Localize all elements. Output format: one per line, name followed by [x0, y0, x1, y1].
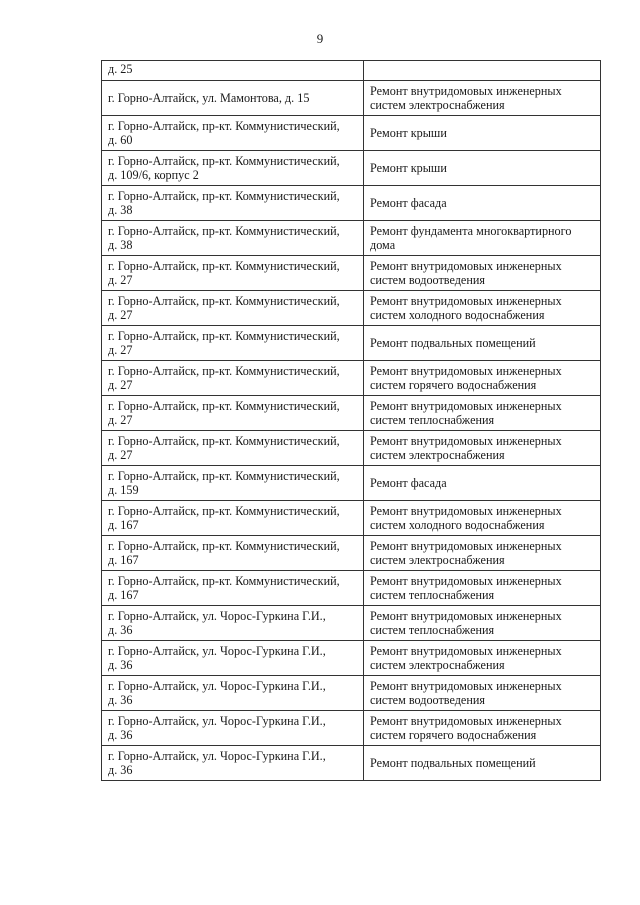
address-line: д. 60 [108, 133, 133, 147]
work-line: систем холодного водоснабжения [370, 518, 545, 532]
work-cell [364, 466, 601, 501]
address-cell [102, 256, 364, 291]
address-cell [102, 361, 364, 396]
address-line: г. Горно-Алтайск, пр-кт. Коммунистический, [108, 188, 340, 203]
work-cell [364, 361, 601, 396]
address-cell [102, 676, 364, 711]
address-line: д. 36 [108, 763, 133, 777]
work-line: Ремонт внутридомовых инженерных [370, 713, 562, 728]
table-row [102, 676, 601, 711]
address-cell [102, 431, 364, 466]
work-line: систем электроснабжения [370, 98, 505, 112]
work-cell [364, 81, 601, 116]
address-line: г. Горно-Алтайск, пр-кт. Коммунистический, [108, 293, 340, 308]
work-line: дома [370, 238, 396, 252]
address-line: г. Горно-Алтайск, ул. Чорос-Гуркина Г.И., [108, 713, 326, 728]
address-line: г. Горно-Алтайск, пр-кт. Коммунистический, [108, 538, 340, 553]
repair-works-table [101, 60, 601, 781]
work-line: систем электроснабжения [370, 658, 505, 672]
work-line: Ремонт внутридомовых инженерных [370, 608, 562, 623]
address-line: г. Горно-Алтайск, ул. Чорос-Гуркина Г.И., [108, 608, 326, 623]
table-row [102, 501, 601, 536]
address-line: г. Горно-Алтайск, пр-кт. Коммунистический, [108, 433, 340, 448]
address-line: д. 36 [108, 658, 133, 672]
work-line: Ремонт внутридомовых инженерных [370, 503, 562, 518]
address-cell [102, 641, 364, 676]
address-line: д. 27 [108, 378, 133, 392]
address-cell [102, 116, 364, 151]
work-line: Ремонт внутридомовых инженерных [370, 678, 562, 693]
table-row [102, 221, 601, 256]
work-line: Ремонт внутридомовых инженерных [370, 643, 562, 658]
table-row [102, 81, 601, 116]
address-line: г. Горно-Алтайск, ул. Мамонтова, д. 15 [108, 90, 310, 105]
work-cell [364, 221, 601, 256]
work-cell [364, 536, 601, 571]
work-cell [364, 676, 601, 711]
address-line: г. Горно-Алтайск, пр-кт. Коммунистический, [108, 153, 340, 168]
address-cell [102, 606, 364, 641]
work-line: систем теплоснабжения [370, 623, 495, 637]
address-line: г. Горно-Алтайск, пр-кт. Коммунистический, [108, 573, 340, 588]
work-line: Ремонт внутридомовых инженерных [370, 398, 562, 413]
work-line: Ремонт крыши [370, 125, 447, 140]
work-line: систем горячего водоснабжения [370, 378, 537, 392]
address-line: г. Горно-Алтайск, пр-кт. Коммунистический, [108, 223, 340, 238]
address-cell [102, 501, 364, 536]
address-line: г. Горно-Алтайск, пр-кт. Коммунистический, [108, 328, 340, 343]
work-cell [364, 431, 601, 466]
address-line: д. 36 [108, 693, 133, 707]
work-line: Ремонт внутридомовых инженерных [370, 83, 562, 98]
work-line: систем водоотведения [370, 273, 485, 287]
work-line: Ремонт внутридомовых инженерных [370, 538, 562, 553]
work-cell [364, 711, 601, 746]
table-row [102, 641, 601, 676]
work-line: Ремонт подвальных помещений [370, 335, 536, 350]
table-row [102, 466, 601, 501]
work-cell [364, 116, 601, 151]
table-row [102, 116, 601, 151]
address-line: д. 167 [108, 553, 139, 567]
address-line: д. 38 [108, 203, 133, 217]
address-cell [102, 466, 364, 501]
address-line: г. Горно-Алтайск, пр-кт. Коммунистический, [108, 398, 340, 413]
address-line: д. 27 [108, 448, 133, 462]
table-row [102, 61, 601, 81]
table-row [102, 396, 601, 431]
work-line: систем электроснабжения [370, 448, 505, 462]
work-line: систем теплоснабжения [370, 588, 495, 602]
address-cell [102, 571, 364, 606]
address-cell [102, 291, 364, 326]
address-line: г. Горно-Алтайск, ул. Чорос-Гуркина Г.И., [108, 678, 326, 693]
table-row [102, 256, 601, 291]
work-cell [364, 396, 601, 431]
work-line: систем теплоснабжения [370, 413, 495, 427]
work-cell [364, 61, 601, 81]
work-line: Ремонт фасада [370, 195, 447, 210]
work-line: Ремонт фасада [370, 475, 447, 490]
address-line: г. Горно-Алтайск, пр-кт. Коммунистический, [108, 468, 340, 483]
address-cell [102, 396, 364, 431]
work-line: Ремонт фундамента многоквартирного [370, 223, 572, 238]
work-line: Ремонт внутридомовых инженерных [370, 433, 562, 448]
address-cell [102, 536, 364, 571]
work-cell [364, 571, 601, 606]
table-row [102, 431, 601, 466]
work-line: Ремонт подвальных помещений [370, 755, 536, 770]
work-cell [364, 186, 601, 221]
work-line: Ремонт внутридомовых инженерных [370, 363, 562, 378]
work-cell [364, 606, 601, 641]
address-line: г. Горно-Алтайск, ул. Чорос-Гуркина Г.И., [108, 643, 326, 658]
address-line: г. Горно-Алтайск, пр-кт. Коммунистический, [108, 258, 340, 273]
work-line: Ремонт внутридомовых инженерных [370, 573, 562, 588]
address-line: д. 36 [108, 728, 133, 742]
work-line: Ремонт внутридомовых инженерных [370, 293, 562, 308]
table-row [102, 326, 601, 361]
address-line: д. 27 [108, 413, 133, 427]
table-row [102, 571, 601, 606]
address-line: г. Горно-Алтайск, ул. Чорос-Гуркина Г.И., [108, 748, 326, 763]
address-cell [102, 221, 364, 256]
table-row [102, 536, 601, 571]
address-cell [102, 61, 364, 81]
address-cell [102, 151, 364, 186]
table-row [102, 186, 601, 221]
work-line: Ремонт крыши [370, 160, 447, 175]
table-row [102, 746, 601, 781]
address-cell [102, 81, 364, 116]
table-row [102, 291, 601, 326]
address-line: г. Горно-Алтайск, пр-кт. Коммунистический, [108, 118, 340, 133]
table-row [102, 151, 601, 186]
table-row [102, 606, 601, 641]
address-cell [102, 326, 364, 361]
work-cell [364, 291, 601, 326]
table-body [102, 61, 601, 781]
address-line: д. 27 [108, 343, 133, 357]
work-line: систем холодного водоснабжения [370, 308, 545, 322]
address-line: д. 167 [108, 588, 139, 602]
work-cell [364, 256, 601, 291]
work-line: систем водоотведения [370, 693, 485, 707]
table-row [102, 361, 601, 396]
address-line: д. 167 [108, 518, 139, 532]
address-cell [102, 711, 364, 746]
table-row [102, 711, 601, 746]
work-cell [364, 501, 601, 536]
work-cell [364, 641, 601, 676]
address-line: д. 25 [108, 62, 133, 76]
address-line: г. Горно-Алтайск, пр-кт. Коммунистический, [108, 363, 340, 378]
page-number: 9 [316, 31, 324, 46]
address-line: д. 38 [108, 238, 133, 252]
address-line: г. Горно-Алтайск, пр-кт. Коммунистический, [108, 503, 340, 518]
work-line: систем горячего водоснабжения [370, 728, 537, 742]
work-line: Ремонт внутридомовых инженерных [370, 258, 562, 273]
work-cell [364, 746, 601, 781]
work-cell [364, 151, 601, 186]
work-line: систем электроснабжения [370, 553, 505, 567]
address-cell [102, 186, 364, 221]
address-line: д. 159 [108, 483, 139, 497]
work-cell [364, 326, 601, 361]
address-line: д. 27 [108, 308, 133, 322]
address-cell [102, 746, 364, 781]
address-line: д. 109/6, корпус 2 [108, 168, 199, 182]
address-line: д. 36 [108, 623, 133, 637]
address-line: д. 27 [108, 273, 133, 287]
